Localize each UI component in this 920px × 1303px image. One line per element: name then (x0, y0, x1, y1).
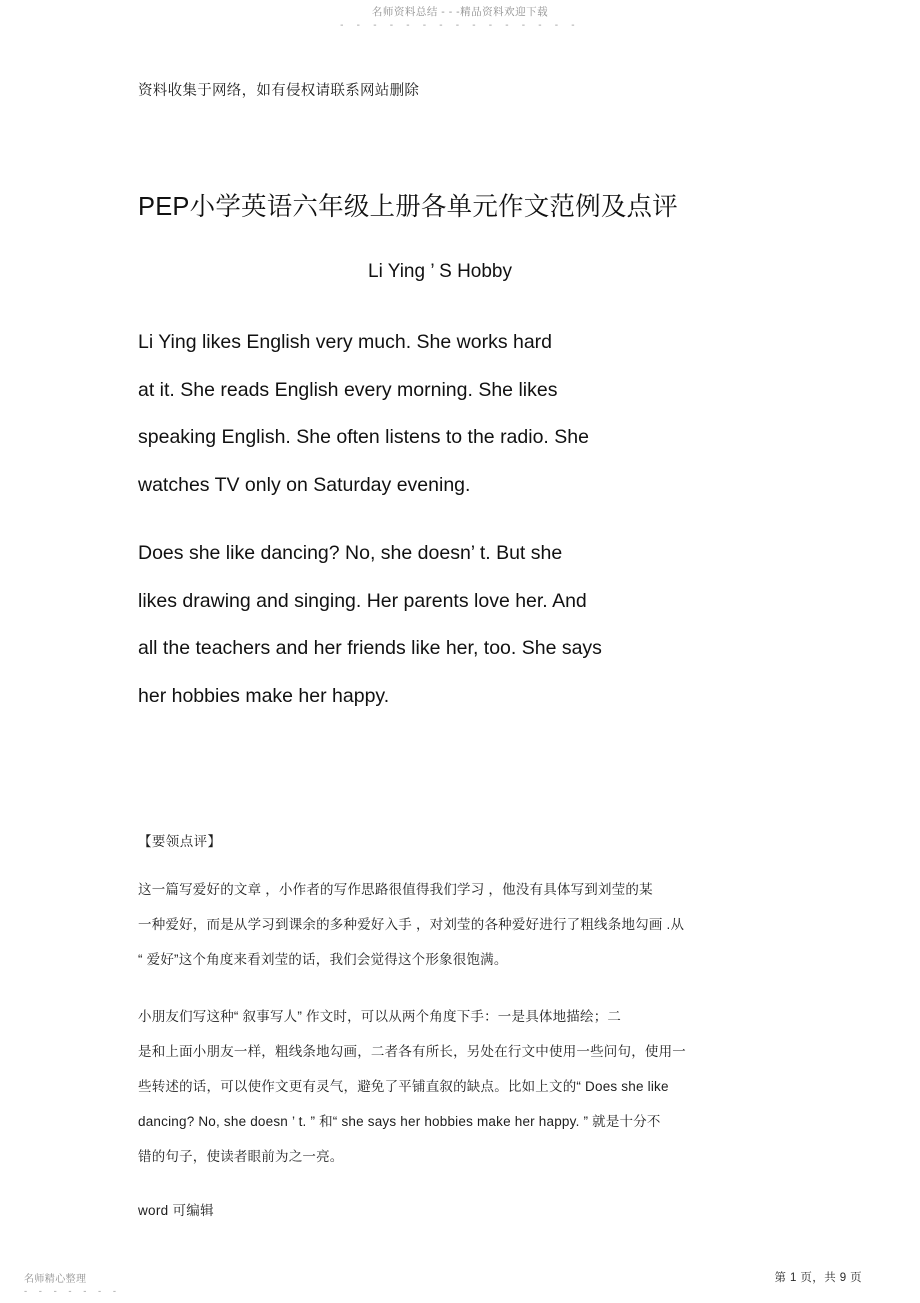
footer-note: word 可编辑 (138, 1203, 214, 1218)
essay-p2-line2: likes drawing and singing. Her parents love her. And (138, 589, 587, 612)
review-p2-line1: 小朋友们写这种“ 叙事写人” 作文时，可以从两个角度下手：一是具体地描绘；二 (138, 1009, 622, 1024)
review-p2-line2: 是和上面小朋友一样，粗线条地勾画，二者各有所长，另处在行文中使用一些问句，使用一 (138, 1044, 686, 1059)
essay-p1-line3: speaking English. She often listens to the radio. She (138, 426, 589, 448)
review-p2-line5: 错的句子，使读者眼前为之一亮。 (138, 1149, 344, 1164)
top-watermark-text: 名师资料总结 - - -精品资料欢迎下载 (371, 6, 549, 18)
review-p1-line1: 这一篇写爱好的文章 ，小作者的写作思路很值得我们学习 ，他没有具体写到刘莹的某 (138, 882, 653, 897)
review-p1-line3: “ 爱好”这个角度来看刘莹的话，我们会觉得这个形象很饱满。 (138, 952, 508, 967)
review-p2-line4: dancing? No, she doesn ’ t. ” 和“ she says her hobbies make her happy. ” 就是十分不 (138, 1114, 661, 1129)
copyright-notice: 资料收集于网络，如有侵权请联系网站删除 (138, 83, 420, 99)
paragraph-spacer (138, 509, 788, 530)
essay-p2-line4: her hobbies make her happy. (138, 684, 390, 707)
essay-p2-line1: Does she like dancing? No, she doesn’ t. But she (138, 542, 563, 564)
essay-body (138, 319, 788, 720)
review-heading: 【要领点评】 (138, 834, 222, 849)
page-title: PEP小学英语六年级上册各单元作文范例及点评 (138, 193, 678, 221)
review-body (138, 872, 788, 1174)
essay-p1-line4: watches TV only on Saturday evening. (138, 473, 471, 496)
essay-p1-line1: Li Ying likes English very much. She works hard (138, 331, 553, 353)
review-p1-line2: 一种爱好，而是从学习到课余的多种爱好入手 ，对刘莹的各种爱好进行了粗线条地勾画 .从 (138, 917, 685, 932)
bottom-watermark (24, 1274, 120, 1297)
page-number: 第 1 页，共 9 页 (774, 1272, 862, 1284)
document-content (138, 78, 788, 1222)
essay-subtitle: Li Ying ’ S Hobby (368, 261, 512, 282)
review-paragraph-spacer (138, 977, 788, 999)
essay-p1-line2: at it. She reads English every morning. She likes (138, 378, 558, 401)
bottom-watermark-dots: - - - - - - - (24, 1286, 121, 1297)
top-watermark (0, 6, 920, 31)
essay-p2-line3: all the teachers and her friends like her, too. She says (138, 637, 602, 659)
top-watermark-dots: - - - - - - - - - - - - - - - (340, 20, 580, 31)
review-p2-line3: 些转述的话，可以使作文更有灵气，避免了平铺直叙的缺点。比如上文的“ Does she like (138, 1079, 669, 1094)
bottom-watermark-text: 名师精心整理 (24, 1274, 87, 1285)
